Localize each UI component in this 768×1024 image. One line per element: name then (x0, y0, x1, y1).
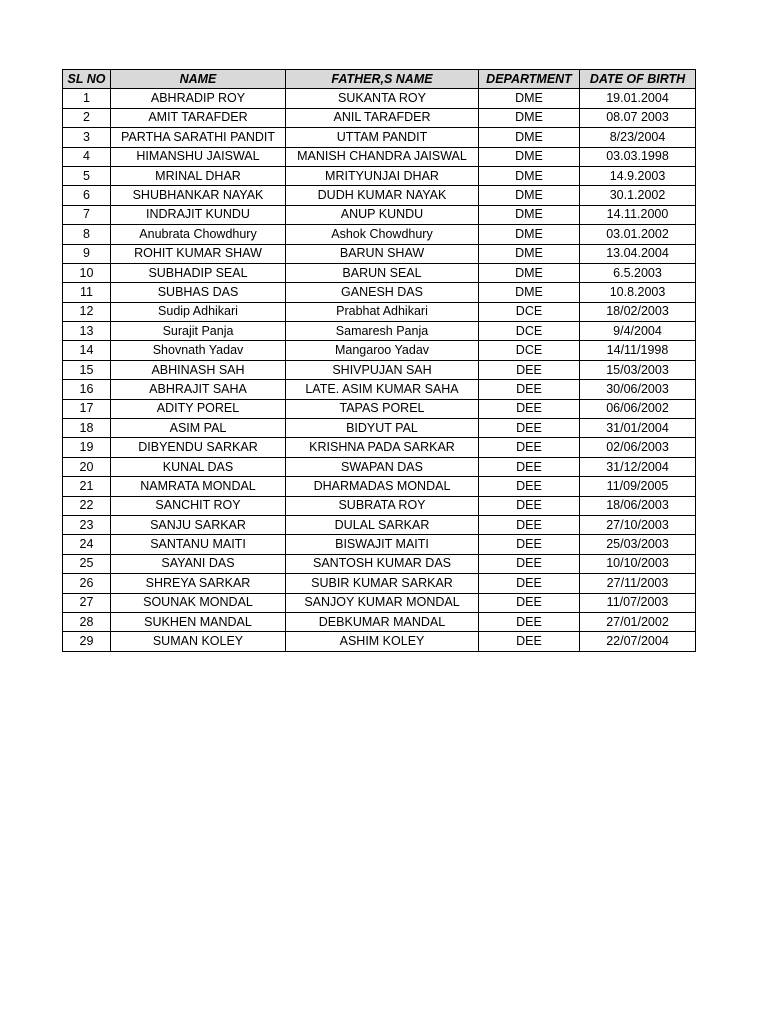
cell-name: ROHIT KUMAR SHAW (111, 244, 286, 263)
cell-department: DEE (479, 593, 580, 612)
cell-department: DEE (479, 554, 580, 573)
cell-name: INDRAJIT KUNDU (111, 205, 286, 224)
cell-date-of-birth: 06/06/2002 (580, 399, 696, 418)
cell-name: SUBHAS DAS (111, 283, 286, 302)
cell-sl-no: 11 (63, 283, 111, 302)
cell-name: SANCHIT ROY (111, 496, 286, 515)
cell-date-of-birth: 27/01/2002 (580, 612, 696, 631)
cell-sl-no: 25 (63, 554, 111, 573)
cell-department: DME (479, 244, 580, 263)
table-row (63, 419, 696, 438)
cell-fathers-name: SUBIR KUMAR SARKAR (286, 574, 479, 593)
cell-name: Surajit Panja (111, 322, 286, 341)
cell-sl-no: 27 (63, 593, 111, 612)
cell-date-of-birth: 03.03.1998 (580, 147, 696, 166)
cell-department: DEE (479, 438, 580, 457)
cell-fathers-name: DULAL SARKAR (286, 515, 479, 534)
cell-sl-no: 8 (63, 225, 111, 244)
cell-name: SANJU SARKAR (111, 515, 286, 534)
cell-fathers-name: SANTOSH KUMAR DAS (286, 554, 479, 573)
cell-name: Shovnath Yadav (111, 341, 286, 360)
cell-sl-no: 15 (63, 360, 111, 379)
cell-date-of-birth: 22/07/2004 (580, 632, 696, 651)
cell-name: KUNAL DAS (111, 457, 286, 476)
table-row (63, 360, 696, 379)
header-sl-no: SL NO (63, 70, 111, 89)
cell-name: Sudip Adhikari (111, 302, 286, 321)
cell-date-of-birth: 08.07 2003 (580, 108, 696, 127)
table-row (63, 147, 696, 166)
table-row (63, 515, 696, 534)
cell-sl-no: 23 (63, 515, 111, 534)
cell-name: AMIT TARAFDER (111, 108, 286, 127)
cell-date-of-birth: 31/12/2004 (580, 457, 696, 476)
cell-fathers-name: DHARMADAS MONDAL (286, 477, 479, 496)
cell-fathers-name: BARUN SEAL (286, 263, 479, 282)
cell-department: DME (479, 108, 580, 127)
cell-name: ABHRADIP ROY (111, 89, 286, 108)
cell-name: HIMANSHU JAISWAL (111, 147, 286, 166)
cell-name: DIBYENDU SARKAR (111, 438, 286, 457)
cell-department: DCE (479, 302, 580, 321)
cell-department: DCE (479, 341, 580, 360)
cell-sl-no: 17 (63, 399, 111, 418)
table-row (63, 554, 696, 573)
table-row (63, 225, 696, 244)
cell-sl-no: 2 (63, 108, 111, 127)
cell-date-of-birth: 30.1.2002 (580, 186, 696, 205)
cell-sl-no: 24 (63, 535, 111, 554)
cell-name: Anubrata Chowdhury (111, 225, 286, 244)
cell-name: MRINAL DHAR (111, 166, 286, 185)
table-row (63, 166, 696, 185)
table-row (63, 477, 696, 496)
cell-name: SUBHADIP SEAL (111, 263, 286, 282)
header-fathers-name: FATHER,S NAME (286, 70, 479, 89)
cell-sl-no: 26 (63, 574, 111, 593)
cell-date-of-birth: 27/11/2003 (580, 574, 696, 593)
cell-department: DME (479, 283, 580, 302)
cell-date-of-birth: 13.04.2004 (580, 244, 696, 263)
table-row (63, 438, 696, 457)
table-row (63, 244, 696, 263)
cell-department: DEE (479, 574, 580, 593)
cell-date-of-birth: 18/06/2003 (580, 496, 696, 515)
table-row (63, 263, 696, 282)
cell-date-of-birth: 27/10/2003 (580, 515, 696, 534)
cell-name: PARTHA SARATHI PANDIT (111, 128, 286, 147)
cell-fathers-name: Mangaroo Yadav (286, 341, 479, 360)
cell-fathers-name: DUDH KUMAR NAYAK (286, 186, 479, 205)
cell-date-of-birth: 14/11/1998 (580, 341, 696, 360)
cell-sl-no: 21 (63, 477, 111, 496)
cell-department: DCE (479, 322, 580, 341)
cell-sl-no: 22 (63, 496, 111, 515)
table-body (63, 89, 696, 651)
table-row (63, 205, 696, 224)
cell-sl-no: 10 (63, 263, 111, 282)
cell-fathers-name: BISWAJIT MAITI (286, 535, 479, 554)
cell-fathers-name: BARUN SHAW (286, 244, 479, 263)
cell-sl-no: 1 (63, 89, 111, 108)
cell-name: SAYANI DAS (111, 554, 286, 573)
cell-fathers-name: GANESH DAS (286, 283, 479, 302)
cell-department: DEE (479, 360, 580, 379)
table-row (63, 612, 696, 631)
cell-fathers-name: LATE. ASIM KUMAR SAHA (286, 380, 479, 399)
cell-fathers-name: MANISH CHANDRA JAISWAL (286, 147, 479, 166)
cell-fathers-name: KRISHNA PADA SARKAR (286, 438, 479, 457)
table-row (63, 89, 696, 108)
cell-department: DEE (479, 515, 580, 534)
cell-department: DEE (479, 457, 580, 476)
cell-date-of-birth: 18/02/2003 (580, 302, 696, 321)
cell-fathers-name: ANUP KUNDU (286, 205, 479, 224)
cell-fathers-name: BIDYUT PAL (286, 419, 479, 438)
cell-fathers-name: SUKANTA ROY (286, 89, 479, 108)
cell-sl-no: 6 (63, 186, 111, 205)
cell-department: DEE (479, 399, 580, 418)
cell-department: DEE (479, 632, 580, 651)
cell-department: DME (479, 225, 580, 244)
cell-fathers-name: SANJOY KUMAR MONDAL (286, 593, 479, 612)
cell-date-of-birth: 19.01.2004 (580, 89, 696, 108)
cell-fathers-name: ANIL TARAFDER (286, 108, 479, 127)
cell-name: SOUNAK MONDAL (111, 593, 286, 612)
cell-sl-no: 5 (63, 166, 111, 185)
cell-fathers-name: SHIVPUJAN SAH (286, 360, 479, 379)
table-row (63, 380, 696, 399)
cell-fathers-name: SWAPAN DAS (286, 457, 479, 476)
cell-name: SHUBHANKAR NAYAK (111, 186, 286, 205)
cell-date-of-birth: 11/07/2003 (580, 593, 696, 612)
table-row (63, 341, 696, 360)
student-roster-table (62, 69, 696, 652)
cell-sl-no: 4 (63, 147, 111, 166)
table-row (63, 399, 696, 418)
cell-name: NAMRATA MONDAL (111, 477, 286, 496)
cell-fathers-name: MRITYUNJAI DHAR (286, 166, 479, 185)
cell-department: DEE (479, 477, 580, 496)
cell-date-of-birth: 30/06/2003 (580, 380, 696, 399)
cell-fathers-name: Prabhat Adhikari (286, 302, 479, 321)
cell-name: SANTANU MAITI (111, 535, 286, 554)
header-date-of-birth: DATE OF BIRTH (580, 70, 696, 89)
cell-date-of-birth: 10.8.2003 (580, 283, 696, 302)
table-row (63, 186, 696, 205)
cell-fathers-name: Samaresh Panja (286, 322, 479, 341)
cell-date-of-birth: 03.01.2002 (580, 225, 696, 244)
cell-name: ASIM PAL (111, 419, 286, 438)
cell-sl-no: 7 (63, 205, 111, 224)
cell-sl-no: 29 (63, 632, 111, 651)
cell-sl-no: 12 (63, 302, 111, 321)
cell-date-of-birth: 8/23/2004 (580, 128, 696, 147)
cell-date-of-birth: 15/03/2003 (580, 360, 696, 379)
cell-date-of-birth: 14.9.2003 (580, 166, 696, 185)
cell-sl-no: 18 (63, 419, 111, 438)
table-row (63, 302, 696, 321)
cell-sl-no: 19 (63, 438, 111, 457)
cell-department: DME (479, 166, 580, 185)
cell-department: DME (479, 186, 580, 205)
cell-sl-no: 28 (63, 612, 111, 631)
table-row (63, 574, 696, 593)
cell-date-of-birth: 14.11.2000 (580, 205, 696, 224)
cell-fathers-name: UTTAM PANDIT (286, 128, 479, 147)
table-row (63, 496, 696, 515)
cell-sl-no: 14 (63, 341, 111, 360)
cell-department: DME (479, 205, 580, 224)
cell-fathers-name: DEBKUMAR MANDAL (286, 612, 479, 631)
cell-department: DME (479, 147, 580, 166)
cell-fathers-name: SUBRATA ROY (286, 496, 479, 515)
cell-date-of-birth: 11/09/2005 (580, 477, 696, 496)
table-row (63, 128, 696, 147)
cell-sl-no: 20 (63, 457, 111, 476)
table-row (63, 632, 696, 651)
cell-name: SHREYA SARKAR (111, 574, 286, 593)
table-header (63, 70, 696, 89)
header-department: DEPARTMENT (479, 70, 580, 89)
cell-department: DEE (479, 380, 580, 399)
cell-department: DME (479, 263, 580, 282)
cell-department: DEE (479, 496, 580, 515)
cell-department: DEE (479, 535, 580, 554)
cell-sl-no: 16 (63, 380, 111, 399)
header-row (63, 70, 696, 89)
cell-fathers-name: TAPAS POREL (286, 399, 479, 418)
cell-date-of-birth: 9/4/2004 (580, 322, 696, 341)
cell-sl-no: 9 (63, 244, 111, 263)
cell-fathers-name: ASHIM KOLEY (286, 632, 479, 651)
cell-sl-no: 13 (63, 322, 111, 341)
cell-department: DME (479, 128, 580, 147)
cell-department: DEE (479, 419, 580, 438)
cell-name: SUKHEN MANDAL (111, 612, 286, 631)
table-row (63, 535, 696, 554)
cell-name: ABHINASH SAH (111, 360, 286, 379)
cell-name: ADITY POREL (111, 399, 286, 418)
cell-name: ABHRAJIT SAHA (111, 380, 286, 399)
table-row (63, 283, 696, 302)
cell-department: DEE (479, 612, 580, 631)
cell-date-of-birth: 25/03/2003 (580, 535, 696, 554)
cell-date-of-birth: 31/01/2004 (580, 419, 696, 438)
table-row (63, 593, 696, 612)
cell-date-of-birth: 6.5.2003 (580, 263, 696, 282)
cell-name: SUMAN KOLEY (111, 632, 286, 651)
cell-sl-no: 3 (63, 128, 111, 147)
table-row (63, 108, 696, 127)
table-row (63, 322, 696, 341)
header-name: NAME (111, 70, 286, 89)
table-row (63, 457, 696, 476)
cell-department: DME (479, 89, 580, 108)
cell-date-of-birth: 10/10/2003 (580, 554, 696, 573)
cell-date-of-birth: 02/06/2003 (580, 438, 696, 457)
cell-fathers-name: Ashok Chowdhury (286, 225, 479, 244)
